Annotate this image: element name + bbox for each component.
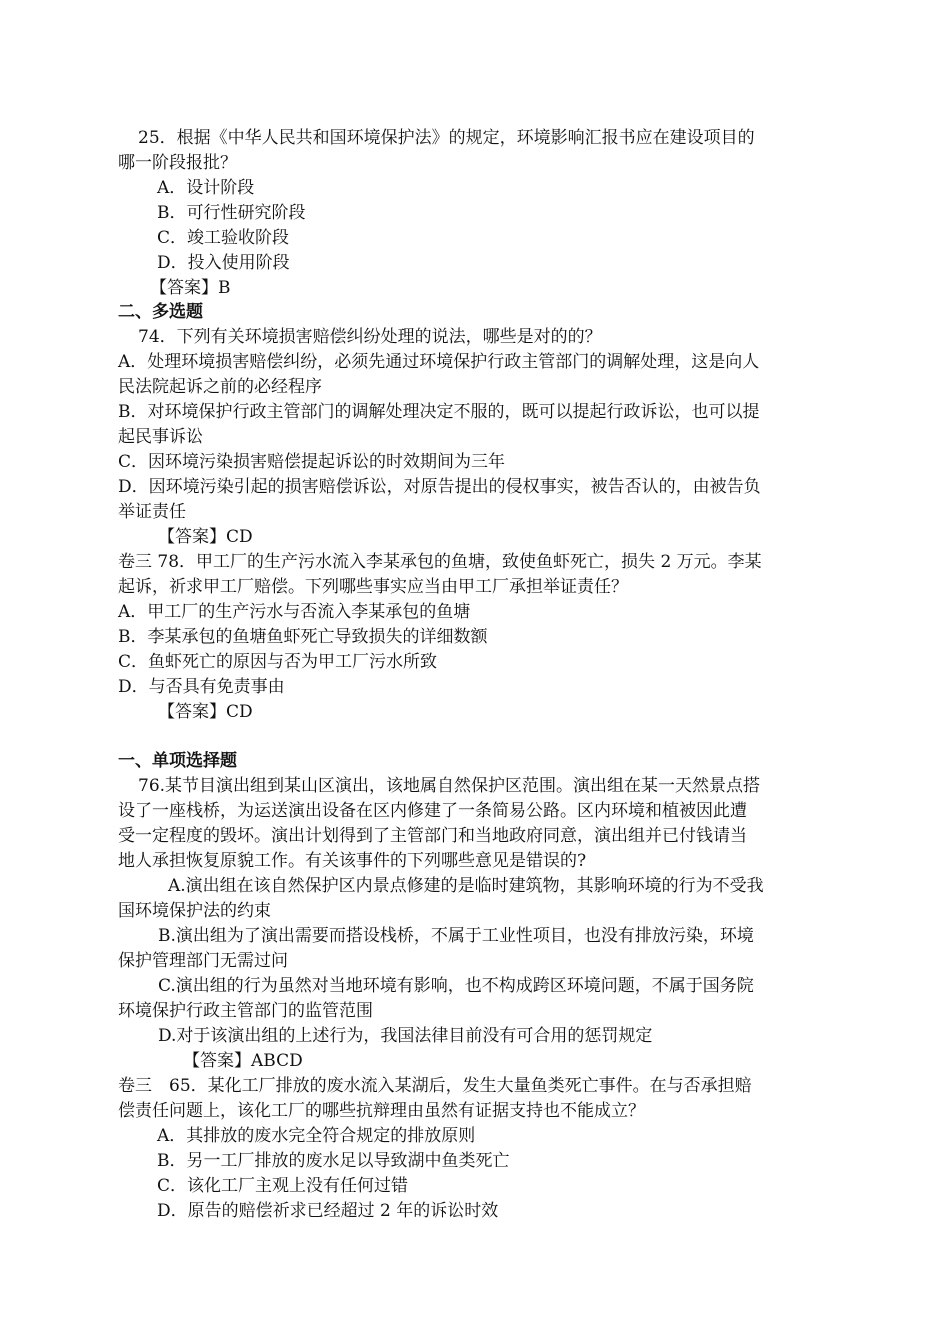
q76-option-b-line-2: 保护管理部门无需过问 (118, 951, 288, 971)
q76-stem-line-4: 地人承担恢复原貌工作。有关该事件的下列哪些意见是错误的? (118, 851, 587, 871)
q76-option-b-line-1: B.演出组为了演出需要而搭设栈桥，不属于工业性项目，也没有排放污染，环境 (158, 926, 754, 946)
q65-stem-line-2: 偿责任问题上，该化工厂的哪些抗辩理由虽然有证据支持也不能成立？ (118, 1101, 645, 1121)
q74-option-b-line-2: 起民事诉讼 (118, 427, 203, 447)
q74-option-b-line-1: B．对环境保护行政主管部门的调解处理决定不服的，既可以提起行政诉讼，也可以提 (118, 402, 760, 422)
q65-option-b: B．另一工厂排放的废水足以导致湖中鱼类死亡 (157, 1151, 510, 1171)
q25-option-a: A．设计阶段 (157, 178, 255, 198)
q74-option-d-line-2: 举证责任 (118, 502, 186, 522)
q25-option-d: D．投入使用阶段 (157, 253, 290, 273)
q65-stem-line-1: 卷三 65．某化工厂排放的废水流入某湖后，发生大量鱼类死亡事件。在与否承担赔 (118, 1076, 752, 1096)
single-choice-heading: 一、单项选择题 (118, 751, 237, 771)
q78-stem-line-1: 卷三 78．甲工厂的生产污水流入李某承包的鱼塘，致使鱼虾死亡，损失 2 万元。李某 (118, 552, 762, 572)
q65-option-c: C．该化工厂主观上没有任何过错 (157, 1176, 409, 1196)
q74-answer: 【答案】CD (158, 527, 253, 547)
q25-option-b: B．可行性研究阶段 (157, 203, 306, 223)
q76-stem-line-1: 76.某节目演出组到某山区演出，该地属自然保护区范围。演出组在某一天然景点搭 (138, 776, 761, 796)
q76-stem-line-3: 受一定程度的毁坏。演出计划得到了主管部门和当地政府同意，演出组并已付钱请当 (118, 826, 747, 846)
q78-option-a: A．甲工厂的生产污水与否流入李某承包的鱼塘 (118, 602, 471, 622)
q78-option-d: D．与否具有免责事由 (118, 677, 285, 697)
q65-option-d: D．原告的赔偿祈求已经超过 2 年的诉讼时效 (157, 1201, 499, 1221)
q78-option-b: B．李某承包的鱼塘鱼虾死亡导致损失的详细数额 (118, 627, 488, 647)
q78-answer: 【答案】CD (158, 702, 253, 722)
q78-option-c: C．鱼虾死亡的原因与否为甲工厂污水所致 (118, 652, 438, 672)
q76-option-d: D.对于该演出组的上述行为，我国法律目前没有可合用的惩罚规定 (158, 1026, 653, 1046)
q76-stem-line-2: 设了一座栈桥，为运送演出设备在区内修建了一条简易公路。区内环境和植被因此遭 (118, 801, 747, 821)
q65-option-a: A．其排放的废水完全符合规定的排放原则 (157, 1126, 476, 1146)
q74-stem: 74．下列有关环境损害赔偿纠纷处理的说法，哪些是对的的？ (138, 327, 602, 347)
q25-stem-line-2: 哪一阶段报批？ (118, 153, 237, 173)
q25-option-c: C．竣工验收阶段 (157, 228, 290, 248)
q25-stem-line-1: 25．根据《中华人民共和国环境保护法》的规定，环境影响汇报书应在建设项目的 (138, 128, 755, 148)
q76-option-c-line-1: C.演出组的行为虽然对当地环境有影响，也不构成跨区环境问题，不属于国务院 (158, 976, 754, 996)
q76-answer: 【答案】ABCD (183, 1051, 303, 1071)
q74-option-c: C．因环境污染损害赔偿提起诉讼的时效期间为三年 (118, 452, 506, 472)
q76-option-c-line-2: 环境保护行政主管部门的监管范围 (118, 1001, 373, 1021)
q76-option-a-line-2: 国环境保护法的约束 (118, 901, 271, 921)
multi-choice-heading: 二、多选题 (118, 302, 203, 322)
q78-stem-line-2: 起诉，祈求甲工厂赔偿。下列哪些事实应当由甲工厂承担举证责任？ (118, 577, 628, 597)
q76-option-a-line-1: A.演出组在该自然保护区内景点修建的是临时建筑物，其影响环境的行为不受我 (168, 876, 764, 896)
q74-option-a-line-2: 民法院起诉之前的必经程序 (118, 377, 322, 397)
q74-option-d-line-1: D．因环境污染引起的损害赔偿诉讼，对原告提出的侵权事实，被告否认的，由被告负 (118, 477, 761, 497)
q74-option-a-line-1: A．处理环境损害赔偿纠纷，必须先通过环境保护行政主管部门的调解处理，这是向人 (118, 352, 760, 372)
q25-answer: 【答案】B (150, 278, 231, 298)
